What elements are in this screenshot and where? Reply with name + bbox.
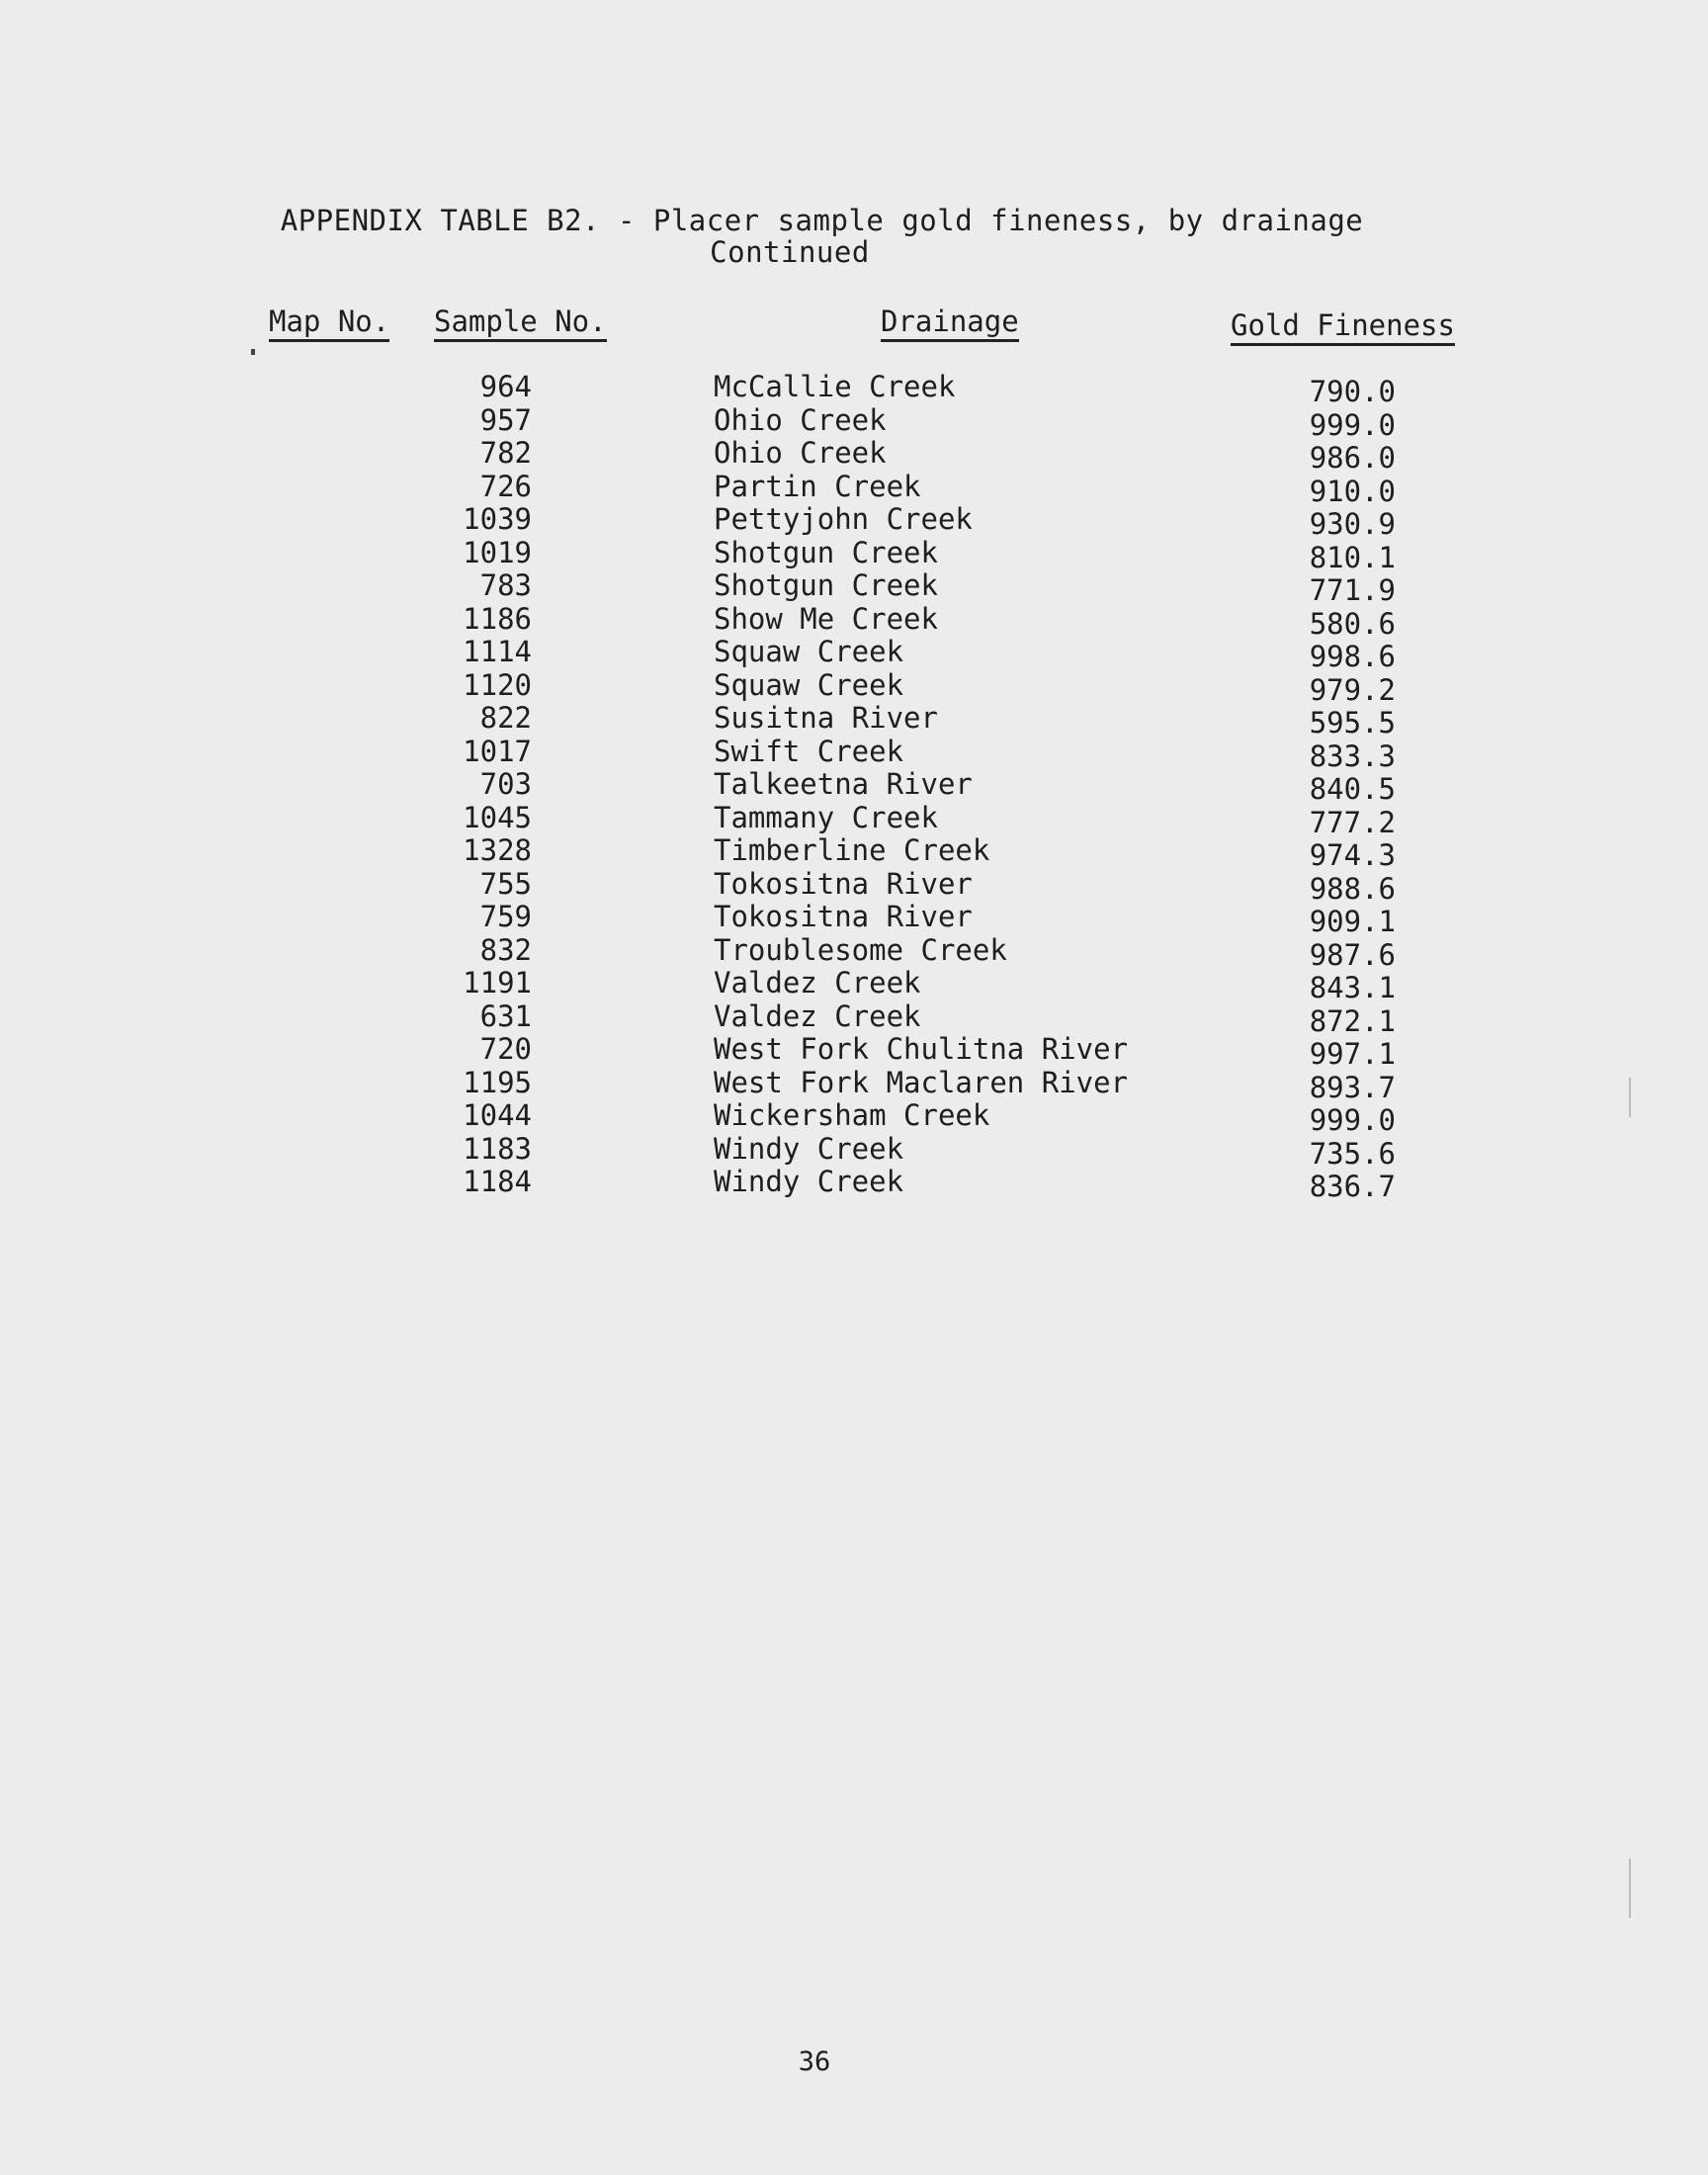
- gold-fineness-cell: 974.3: [1309, 838, 1396, 872]
- table-row: [0, 866, 1708, 906]
- table-row: [0, 1131, 1708, 1171]
- gold-fineness-cell: 833.3: [1309, 739, 1396, 773]
- table-body: [0, 370, 1708, 1203]
- table-row: [0, 767, 1708, 806]
- sample-no-cell: 964: [479, 370, 532, 403]
- sample-no-cell: 1039: [463, 502, 532, 536]
- gold-fineness-cell: 987.6: [1309, 937, 1396, 972]
- gold-fineness-cell: 790.0: [1309, 375, 1396, 408]
- gold-fineness-cell: 910.0: [1309, 474, 1396, 508]
- gold-fineness-cell: 998.6: [1309, 640, 1396, 673]
- gold-fineness-cell: 909.1: [1309, 905, 1396, 938]
- stray-mark: [251, 349, 255, 355]
- sample-no-cell: 726: [479, 469, 532, 503]
- table-row: [0, 436, 1708, 475]
- gold-fineness-cell: 771.9: [1309, 573, 1396, 607]
- gold-fineness-cell: 988.6: [1309, 871, 1396, 906]
- sample-no-cell: 1328: [463, 833, 532, 867]
- sample-no-cell: 1044: [463, 1098, 532, 1132]
- drainage-cell: West Fork Chulitna River: [714, 1032, 1129, 1066]
- sample-no-cell: 1045: [463, 800, 532, 834]
- gold-fineness-cell: 836.7: [1309, 1170, 1396, 1203]
- drainage-cell: Susitna River: [714, 701, 938, 735]
- table-row: [0, 568, 1708, 607]
- drainage-cell: Partin Creek: [714, 469, 921, 503]
- header-map-no: Map No.: [269, 304, 389, 342]
- sample-no-cell: 1019: [463, 535, 532, 569]
- drainage-cell: Pettyjohn Creek: [714, 502, 973, 536]
- gold-fineness-cell: 930.9: [1309, 507, 1396, 541]
- drainage-cell: Troublesome Creek: [714, 932, 1007, 967]
- gold-fineness-cell: 979.2: [1309, 672, 1396, 707]
- sample-no-cell: 957: [479, 402, 532, 437]
- drainage-cell: Valdez Creek: [714, 999, 921, 1033]
- gold-fineness-cell: 986.0: [1309, 441, 1396, 475]
- drainage-cell: Valdez Creek: [714, 966, 921, 1000]
- gold-fineness-cell: 893.7: [1309, 1070, 1396, 1104]
- gold-fineness-cell: 840.5: [1309, 772, 1396, 806]
- gold-fineness-cell: 810.1: [1309, 540, 1396, 574]
- sample-no-cell: 1183: [463, 1131, 532, 1166]
- sample-no-cell: 1114: [463, 635, 532, 668]
- page-number: 36: [798, 2046, 831, 2077]
- table-row: [0, 800, 1708, 839]
- header-sample-no: Sample No.: [434, 304, 607, 342]
- drainage-cell: Windy Creek: [714, 1131, 904, 1166]
- table-row: [0, 1165, 1708, 1203]
- sample-no-cell: 720: [479, 1032, 532, 1066]
- sample-no-cell: 822: [479, 701, 532, 735]
- table-title-line2: Continued: [710, 235, 870, 269]
- drainage-cell: Windy Creek: [714, 1165, 904, 1198]
- scan-edge-mark: [1629, 1859, 1631, 1918]
- gold-fineness-cell: 997.1: [1309, 1037, 1396, 1071]
- gold-fineness-cell: 999.0: [1309, 407, 1396, 442]
- drainage-cell: Squaw Creek: [714, 667, 904, 702]
- drainage-cell: West Fork Maclaren River: [714, 1065, 1129, 1099]
- drainage-cell: Ohio Creek: [714, 436, 887, 470]
- gold-fineness-cell: 735.6: [1309, 1136, 1396, 1171]
- table-row: [0, 1032, 1708, 1071]
- table-row: [0, 701, 1708, 740]
- scan-edge-mark: [1629, 1078, 1631, 1117]
- table-row: [0, 469, 1708, 508]
- gold-fineness-cell: 843.1: [1309, 971, 1396, 1004]
- table-row: [0, 402, 1708, 442]
- drainage-cell: McCallie Creek: [714, 370, 956, 403]
- sample-no-cell: 832: [479, 932, 532, 967]
- drainage-cell: Talkeetna River: [714, 767, 973, 801]
- drainage-cell: Wickersham Creek: [714, 1098, 990, 1132]
- drainage-cell: Swift Creek: [714, 734, 904, 768]
- table-row: [0, 966, 1708, 1004]
- sample-no-cell: 631: [479, 999, 532, 1033]
- table-row: [0, 370, 1708, 408]
- drainage-cell: Shotgun Creek: [714, 568, 938, 602]
- table-row: [0, 999, 1708, 1038]
- drainage-cell: Shotgun Creek: [714, 535, 938, 569]
- header-drainage: Drainage: [881, 304, 1019, 342]
- table-row: [0, 900, 1708, 938]
- header-gold-fineness: Gold Fineness: [1231, 308, 1455, 346]
- drainage-cell: Timberline Creek: [714, 833, 990, 867]
- sample-no-cell: 759: [479, 900, 532, 933]
- sample-no-cell: 1186: [463, 601, 532, 636]
- table-row: [0, 601, 1708, 641]
- gold-fineness-cell: 580.6: [1309, 606, 1396, 641]
- drainage-cell: Ohio Creek: [714, 402, 887, 437]
- table-row: [0, 502, 1708, 541]
- table-row: [0, 1098, 1708, 1137]
- gold-fineness-cell: 999.0: [1309, 1103, 1396, 1137]
- gold-fineness-cell: 595.5: [1309, 706, 1396, 740]
- sample-no-cell: 1017: [463, 734, 532, 768]
- sample-no-cell: 1184: [463, 1165, 532, 1198]
- gold-fineness-cell: 777.2: [1309, 805, 1396, 839]
- sample-no-cell: 782: [479, 436, 532, 470]
- table-row: [0, 1065, 1708, 1104]
- table-row: [0, 535, 1708, 574]
- table-row: [0, 833, 1708, 872]
- sample-no-cell: 703: [479, 767, 532, 801]
- drainage-cell: Tammany Creek: [714, 800, 938, 834]
- sample-no-cell: 1191: [463, 966, 532, 1000]
- table-title-line1: APPENDIX TABLE B2. - Placer sample gold fineness, by drainage: [280, 204, 1364, 237]
- sample-no-cell: 1120: [463, 667, 532, 702]
- drainage-cell: Squaw Creek: [714, 635, 904, 668]
- table-row: [0, 635, 1708, 673]
- drainage-cell: Tokositna River: [714, 900, 973, 933]
- sample-no-cell: 755: [479, 866, 532, 901]
- table-title: [0, 205, 1708, 268]
- table-row: [0, 667, 1708, 707]
- table-row: [0, 932, 1708, 972]
- drainage-cell: Tokositna River: [714, 866, 973, 901]
- drainage-cell: Show Me Creek: [714, 601, 938, 636]
- sample-no-cell: 1195: [463, 1065, 532, 1099]
- gold-fineness-cell: 872.1: [1309, 1003, 1396, 1038]
- sample-no-cell: 783: [479, 568, 532, 602]
- table-row: [0, 734, 1708, 773]
